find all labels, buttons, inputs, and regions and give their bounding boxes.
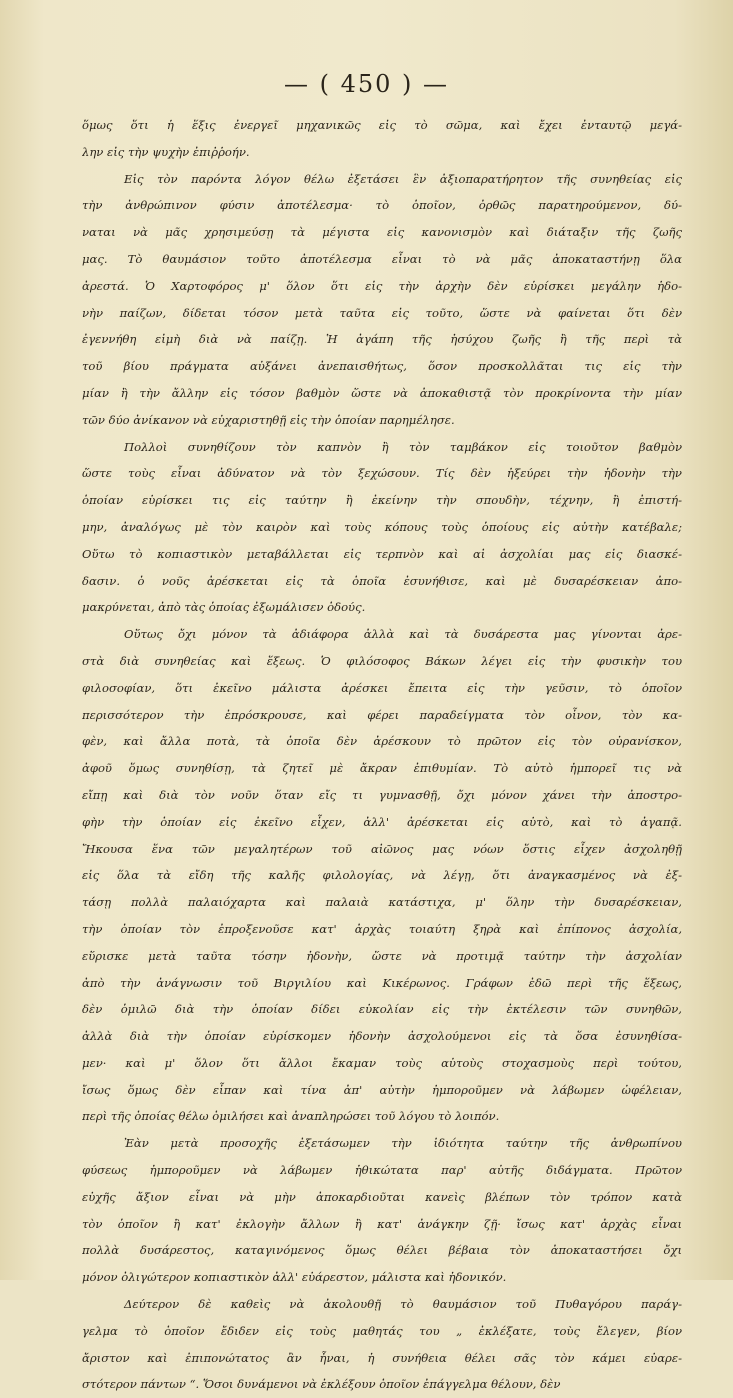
text-line: φιλοσοφίαν, ὅτι ἐκεῖνο μάλιστα ἀρέσκει ἔπειτα εἰς τὴν γεῦσιν, τὸ ὁποῖον: [82, 680, 682, 695]
text-line: ὅμως ὅτι ἡ ἕξις ἐνεργεῖ μηχανικῶς εἰς τὸ σῶμα, καὶ ἔχει ἐνταυτῷ μεγά-: [82, 118, 682, 132]
text-line: τὴν ὁποίαν τὸν ἐπροξενοῦσε κατ' ἀρχὰς τοιαύτη ξηρὰ καὶ ἐπίπονος ἀσχολία,: [82, 921, 682, 936]
text-line: μόνον ὀλιγώτερον κοπιαστικὸν ἀλλ' εὐάρεστον, μάλιστα καὶ ἡδονικόν.: [82, 1270, 507, 1285]
text-line: Ἐὰν μετὰ προσοχῆς ἐξετάσωμεν τὴν ἰδιότητα ταύτην τῆς ἀνθρωπίνου: [124, 1136, 682, 1151]
text-line: δὲν ὁμιλῶ διὰ τὴν ὁποίαν δίδει εὐκολίαν εἰς τὴν ἐκτέλεσιν τῶν συνηθῶν,: [82, 1002, 682, 1017]
text-line: εὐχῆς ἄξιον εἶναι νὰ μὴν ἀποκαρδιοῦται κανεὶς βλέπων τὸν τρόπον κατὰ: [82, 1189, 682, 1204]
text-line: Δεύτερον δὲ καθεὶς νὰ ἀκολουθῇ τὸ θαυμάσιον τοῦ Πυθαγόρου παράγ-: [124, 1297, 682, 1312]
text-line: ἀπὸ τὴν ἀνάγνωσιν τοῦ Βιργιλίου καὶ Κικέρωνος. Γράφων ἐδῶ περὶ τῆς ἕξεως,: [82, 975, 682, 990]
text-line: ναται νὰ μᾶς χρησιμεύσῃ τὰ μέγιστα εἰς κανονισμὸν καὶ διάταξιν τῆς ζωῆς: [82, 225, 682, 240]
text-line: φὴν τὴν ὁποίαν εἰς ἐκεῖνο εἶχεν, ἀλλ' ἀρέσκεται εἰς αὐτὸ, καὶ τὸ ἀγαπᾷ.: [82, 814, 682, 829]
body-text: [82, 112, 682, 1398]
text-line: πολλὰ δυσάρεστος, καταγινόμενος ὅμως θέλει βέβαια τὸν ἀποκαταστήσει ὄχι: [82, 1243, 682, 1258]
text-line: στὰ διὰ συνηθείας καὶ ἕξεως. Ὁ φιλόσοφος Βάκων λέγει εἰς τὴν φυσικὴν του: [82, 653, 682, 668]
text-line: περὶ τῆς ὁποίας θέλω ὁμιλήσει καὶ ἀναπληρώσει τοῦ λόγου τὸ λοιπόν.: [82, 1109, 500, 1124]
text-line: ἄριστον καὶ ἐπιπονώτατος ἂν ἦναι, ἡ συνήθεια θέλει σᾶς τὸν κάμει εὐαρε-: [82, 1350, 682, 1365]
text-line: λην εἰς τὴν ψυχὴν ἐπιῤῥοήν.: [82, 144, 250, 159]
text-line: τὸν ὁποῖον ἢ κατ' ἐκλογὴν ἄλλων ἢ κατ' ἀνάγκην ζῇ· ἴσως κατ' ἀρχὰς εἶναι: [82, 1216, 682, 1231]
text-line: Ἤκουσα ἕνα τῶν μεγαλητέρων τοῦ αἰῶνος μας νόων ὅστις εἶχεν ἀσχοληθῇ: [82, 841, 682, 856]
text-line: ἐγεννήθη εἰμὴ διὰ νὰ παίζῃ. Ἡ ἀγάπη τῆς ἡσύχου ζωῆς ἢ τῆς περὶ τὰ: [82, 332, 682, 347]
text-line: τῶν δύο ἀνίκανον νὰ εὐχαριστηθῇ εἰς τὴν ὁποίαν παρημέλησε.: [82, 412, 455, 427]
text-line: ἀλλὰ διὰ τὴν ὁποίαν εὑρίσκομεν ἡδονὴν ἀσχολούμενοι εἰς τὰ ὅσα ἐσυνηθίσα-: [82, 1029, 682, 1044]
text-line: φὲν, καὶ ἄλλα ποτὰ, τὰ ὁποῖα δὲν ἀρέσκουν τὸ πρῶτον εἰς τὸν οὐρανίσκον,: [82, 734, 682, 749]
text-line: φύσεως ἠμποροῦμεν νὰ λάβωμεν ἠθικώτατα παρ' αὐτῆς διδάγματα. Πρῶτον: [82, 1163, 682, 1178]
text-line: ὥστε τοὺς εἶναι ἀδύνατον νὰ τὸν ξεχώσουν. Τίς δὲν ἠξεύρει τὴν ἡδονὴν τὴν: [82, 466, 682, 481]
text-line: μακρύνεται, ἀπὸ τὰς ὁποίας ἐξωμάλισεν ὁδούς.: [82, 600, 366, 615]
text-line: μας. Τὸ θαυμάσιον τοῦτο ἀποτέλεσμα εἶναι τὸ νὰ μᾶς ἀποκαταστήνῃ ὅλα: [82, 251, 682, 266]
text-line: Πολλοὶ συνηθίζουν τὸν καπνὸν ἢ τὸν ταμβάκον εἰς τοιοῦτον βαθμὸν: [124, 439, 682, 454]
text-line: εὕρισκε μετὰ ταῦτα τόσην ἡδονὴν, ὥστε νὰ προτιμᾷ ταύτην τὴν ἀσχολίαν: [82, 948, 682, 963]
text-line: μεν· καὶ μ' ὅλον ὅτι ἄλλοι ἔκαμαν τοὺς αὐτοὺς στοχασμοὺς περὶ τούτου,: [82, 1055, 682, 1070]
text-line: εἴπῃ καὶ διὰ τὸν νοῦν ὅταν εἴς τι γυμνασθῇ, ὄχι μόνον χάνει τὴν ἀποστρο-: [82, 787, 682, 802]
text-line: ἀφοῦ ὅμως συνηθίσῃ, τὰ ζητεῖ μὲ ἄκραν ἐπιθυμίαν. Τὸ αὐτὸ ἠμπορεῖ τις νὰ: [82, 761, 682, 776]
text-line: εἰς ὅλα τὰ εἴδη τῆς καλῆς φιλολογίας, νὰ λέγῃ, ὅτι ἀναγκασμένος νὰ ἐξ-: [82, 868, 682, 883]
text-line: νὴν παίζων, δίδεται τόσον μετὰ ταῦτα εἰς τοῦτο, ὥστε νὰ φαίνεται ὅτι δὲν: [82, 305, 682, 320]
text-line: μίαν ἢ τὴν ἄλλην εἰς τόσον βαθμὸν ὥστε νὰ ἀποκαθιστᾷ τὸν προκρίνοντα τὴν μίαν: [82, 385, 682, 400]
text-line: μην, ἀναλόγως μὲ τὸν καιρὸν καὶ τοὺς κόπους τοὺς ὁποίους εἰς αὐτὴν κατέβαλε;: [82, 519, 682, 534]
text-line: τοῦ βίου πράγματα αὐξάνει ἀνεπαισθήτως, ὅσον προσκολλᾶται τις εἰς τὴν: [82, 359, 682, 374]
text-line: Οὕτω τὸ κοπιαστικὸν μεταβάλλεται εἰς τερπνὸν καὶ αἱ ἀσχολίαι μας εἰς διασκέ-: [82, 546, 682, 561]
text-line: Εἰς τὸν παρόντα λόγον θέλω ἐξετάσει ἓν ἀξιοπαρατήρητον τῆς συνηθείας εἰς: [124, 171, 682, 186]
text-line: ἴσως ὅμως δὲν εἶπαν καὶ τίνα ἀπ' αὐτὴν ἠμποροῦμεν νὰ λάβωμεν ὠφέλειαν,: [82, 1082, 682, 1097]
text-line: τάσῃ πολλὰ παλαιόχαρτα καὶ παλαιὰ κατάστιχα, μ' ὅλην τὴν δυσαρέσκειαν,: [82, 895, 682, 910]
text-line: Οὕτως ὄχι μόνον τὰ ἀδιάφορα ἀλλὰ καὶ τὰ δυσάρεστα μας γίνονται ἀρε-: [124, 627, 682, 642]
text-line: τὴν ἀνθρώπινον φύσιν ἀποτέλεσμα· τὸ ὁποῖον, ὀρθῶς παρατηρούμενον, δύ-: [82, 198, 682, 213]
page-number-header: — ( 450 ) —: [283, 70, 450, 98]
text-line: στότερον πάντων “. Ὅσοι δυνάμενοι νὰ ἐκλέξουν ὁποῖον ἐπάγγελμα θέλουν, δὲν: [82, 1377, 561, 1392]
text-line: ὁποίαν εὑρίσκει τις εἰς ταύτην ἢ ἐκείνην τὴν σπουδὴν, τέχνην, ἢ ἐπιστή-: [82, 493, 682, 508]
text-line: γελμα τὸ ὁποῖον ἔδιδεν εἰς τοὺς μαθητάς του „ ἐκλέξατε, τοὺς ἔλεγεν, βίον: [82, 1323, 682, 1338]
text-line: δασιν. ὁ νοῦς ἀρέσκεται εἰς τὰ ὁποῖα ἐσυνήθισε, καὶ μὲ δυσαρέσκειαν ἀπο-: [82, 573, 682, 588]
text-line: περισσότερον τὴν ἐπρόσκρουσε, καὶ φέρει παραδείγματα τὸν οἶνον, τὸν κα-: [82, 707, 682, 722]
text-line: ἀρεστά. Ὁ Χαρτοφόρος μ' ὅλον ὅτι εἰς τὴν ἀρχὴν δὲν εὑρίσκει μεγάλην ἡδο-: [82, 278, 682, 293]
